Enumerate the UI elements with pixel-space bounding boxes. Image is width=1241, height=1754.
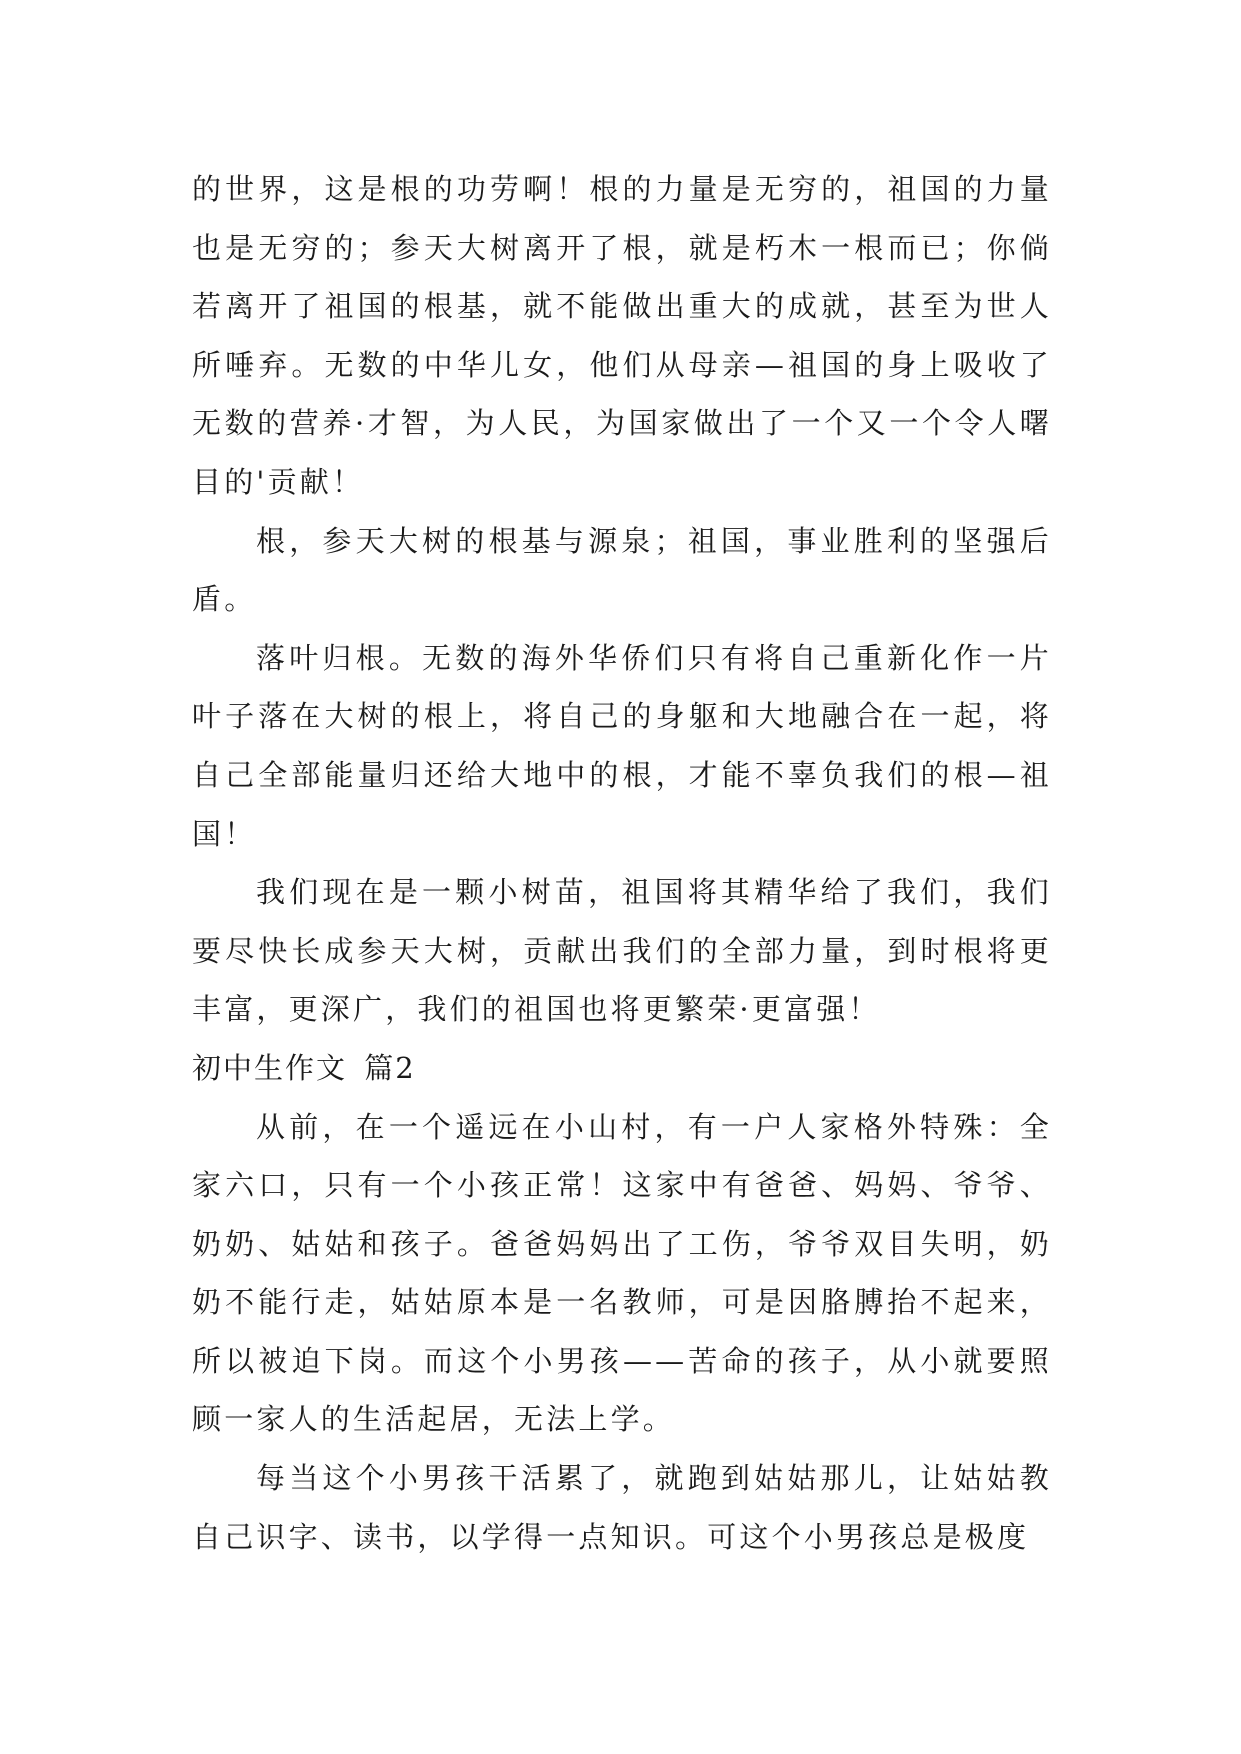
- paragraph-5: 从前，在一个遥远在小山村，有一户人家格外特殊：全家六口，只有一个小孩正常！这家中有爸爸、妈妈、爷爷、奶奶、姑姑和孩子。爸爸妈妈出了工伤，爷爷双目失明，奶奶不能行走，姑姑原本是一名教师，可是因胳膊抬不起来，所以被迫下岗。而这个小男孩——苦命的孩子，从小就要照顾一家人的生活起居，无法上学。: [192, 1109, 1052, 1437]
- paragraph-3: 落叶归根。无数的海外华侨们只有将自己重新化作一片叶子落在大树的根上，将自己的身躯和大地融合在一起，将自己全部能量归还给大地中的根，才能不辜负我们的根—祖国！: [192, 640, 1052, 851]
- paragraph-4: 我们现在是一颗小树苗，祖国将其精华给了我们，我们要尽快长成参天大树，贡献出我们的全部力量，到时根将更丰富，更深广，我们的祖国也将更繁荣·更富强！: [192, 875, 1052, 1027]
- paragraph-2: 根，参天大树的根基与源泉；祖国，事业胜利的坚强后盾。: [192, 523, 1052, 617]
- section-heading: 初中生作文 篇2: [192, 1050, 416, 1085]
- document-body: [192, 160, 1052, 1566]
- paragraph-1: 的世界，这是根的功劳啊！根的力量是无穷的，祖国的力量也是无穷的；参天大树离开了根，就是朽木一根而已；你倘若离开了祖国的根基，就不能做出重大的成就，甚至为世人所唾弃。无数的中华儿女，他们从母亲—祖国的身上吸收了无数的营养·才智，为人民，为国家做出了一个又一个令人曙目的'贡献！: [192, 172, 1052, 499]
- paragraph-6: 每当这个小男孩干活累了，就跑到姑姑那儿，让姑姑教自己识字、读书，以学得一点知识。可这个小男孩总是极度: [192, 1461, 1052, 1554]
